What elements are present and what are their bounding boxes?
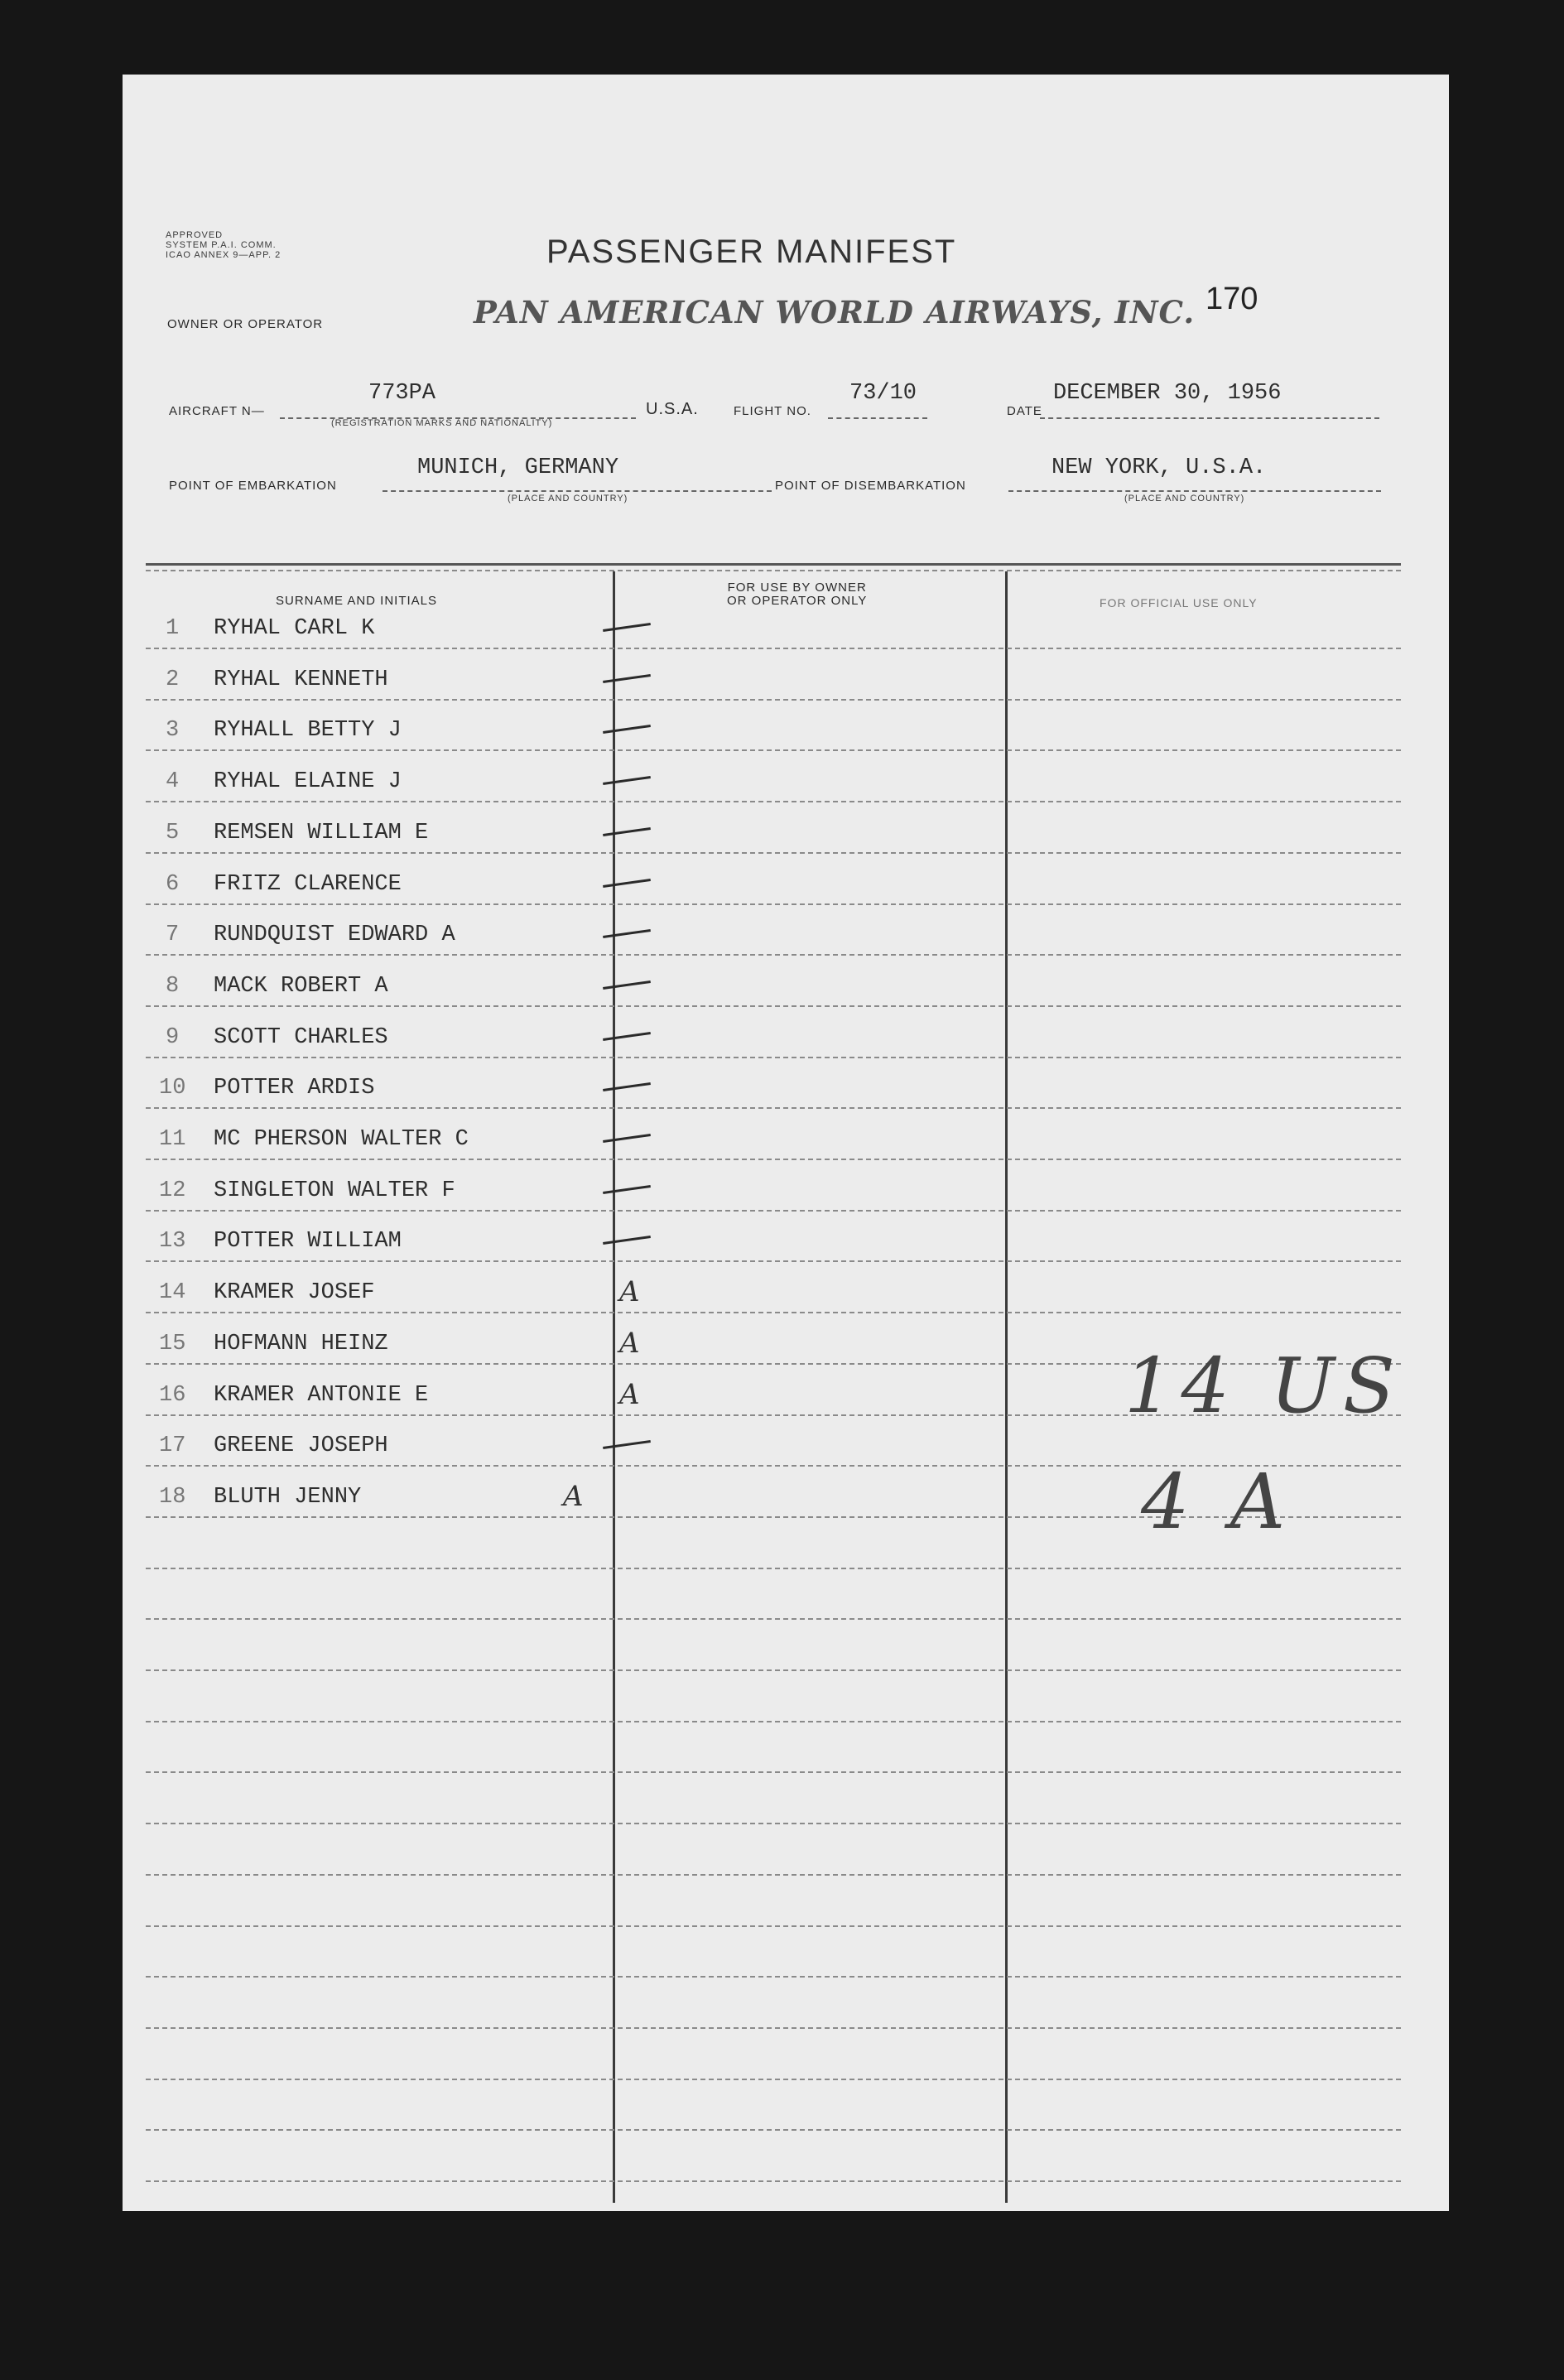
alien-mark: A [619, 1377, 640, 1411]
passenger-name: SINGLETON WALTER F [214, 1178, 455, 1203]
check-mark-icon [603, 674, 651, 683]
passenger-name: RYHALL BETTY J [214, 718, 402, 744]
alien-mark: A [619, 1275, 640, 1309]
passenger-name: FRITZ CLARENCE [214, 871, 402, 897]
table-rule-line [146, 749, 1401, 751]
flight-value: 73/10 [849, 381, 917, 406]
table-rule-line [146, 2027, 1401, 2029]
row-number: 17 [159, 1433, 186, 1459]
row-number: 6 [166, 871, 180, 897]
disembarkation-label: POINT OF DISEMBARKATION [775, 479, 966, 493]
passenger-name: POTTER ARDIS [214, 1076, 375, 1101]
table-rule-line [146, 1874, 1401, 1876]
passenger-name: KRAMER JOSEF [214, 1280, 375, 1306]
table-rule-line [146, 1005, 1401, 1007]
owner-value: PAN AMERICAN WORLD AIRWAYS, INC. [474, 294, 1196, 330]
table-rule-line [146, 1057, 1401, 1058]
col-header-operator-line: FOR USE BY OWNER [727, 581, 867, 595]
table-rule-line [146, 1159, 1401, 1160]
disembarkation-sublabel: (PLACE AND COUNTRY) [1124, 494, 1245, 503]
passenger-name: SCOTT CHARLES [214, 1024, 388, 1050]
country-mark: U.S.A. [646, 400, 699, 418]
check-mark-icon [603, 1185, 651, 1194]
table-rule-line [146, 954, 1401, 956]
check-mark-icon [603, 980, 651, 990]
table-rule-line [146, 1823, 1401, 1824]
table-rule-line [146, 699, 1401, 701]
alien-mark: A [619, 1326, 640, 1360]
tally-a: 4 A [1141, 1457, 1294, 1546]
passenger-name: RYHAL CARL K [214, 616, 375, 641]
table-rule-line [146, 1721, 1401, 1722]
row-number: 13 [159, 1229, 186, 1255]
disembarkation-value: NEW YORK, U.S.A. [1051, 455, 1267, 480]
approval-line: APPROVED [166, 230, 224, 240]
table-rule-line [146, 1669, 1401, 1671]
row-number: 5 [166, 820, 180, 846]
col-header-surname: SURNAME AND INITIALS [276, 594, 438, 608]
row-number: 12 [159, 1178, 186, 1203]
page-title: PASSENGER MANIFEST [546, 234, 957, 270]
check-mark-icon [603, 725, 651, 734]
table-rule-line [146, 1210, 1401, 1212]
row-number: 8 [166, 973, 180, 999]
table-rule-line [146, 2180, 1401, 2182]
check-mark-icon [603, 878, 651, 887]
check-mark-icon [603, 1032, 651, 1041]
table-rule-line [146, 648, 1401, 649]
row-number: 14 [159, 1280, 186, 1306]
alien-mark: A [563, 1479, 584, 1513]
row-number: 7 [166, 923, 180, 948]
passenger-name: RYHAL KENNETH [214, 667, 388, 692]
check-mark-icon [603, 1236, 651, 1245]
row-number: 4 [166, 769, 180, 795]
table-rule-line [146, 801, 1401, 802]
passenger-name: MC PHERSON WALTER C [214, 1127, 469, 1152]
col-header-operator [727, 581, 867, 608]
aircraft-label: AIRCRAFT N— [169, 404, 265, 418]
table-rule-line [146, 2129, 1401, 2131]
row-number: 16 [159, 1382, 186, 1408]
passenger-name: KRAMER ANTONIE E [214, 1382, 429, 1408]
passenger-name: BLUTH JENNY [214, 1484, 362, 1510]
date-value: DECEMBER 30, 1956 [1053, 381, 1282, 406]
row-number: 15 [159, 1331, 186, 1356]
check-mark-icon [603, 929, 651, 938]
approval-block [166, 230, 281, 260]
column-divider [1005, 571, 1008, 2203]
row-number: 18 [159, 1484, 186, 1510]
table-rule-line [146, 1568, 1401, 1569]
embarkation-value: MUNICH, GERMANY [417, 455, 619, 480]
check-mark-icon [603, 1134, 651, 1143]
approval-line: ICAO ANNEX 9—APP. 2 [166, 250, 282, 260]
manifest-sheet [123, 75, 1449, 2211]
table-rule-line [146, 1312, 1401, 1313]
col-header-operator-line: OR OPERATOR ONLY [727, 594, 868, 608]
row-number: 9 [166, 1024, 180, 1050]
page-number: 170 [1205, 282, 1258, 316]
tally-us: 14 US [1124, 1342, 1403, 1430]
check-mark-icon [603, 623, 651, 632]
table-rule-line [146, 903, 1401, 905]
aircraft-sublabel: (REGISTRATION MARKS AND NATIONALITY) [331, 418, 553, 428]
check-mark-icon [603, 1440, 651, 1449]
row-number: 10 [159, 1076, 186, 1101]
passenger-name: POTTER WILLIAM [214, 1229, 402, 1255]
column-divider [613, 571, 615, 2203]
table-rule-line [146, 852, 1401, 854]
embarkation-label: POINT OF EMBARKATION [169, 479, 337, 493]
table-rule-line [146, 1771, 1401, 1773]
check-mark-icon [603, 776, 651, 785]
passenger-name: RYHAL ELAINE J [214, 769, 402, 795]
approval-line: SYSTEM P.A.I. COMM. [166, 240, 277, 250]
passenger-name: MACK ROBERT A [214, 973, 388, 999]
row-number: 11 [159, 1127, 186, 1152]
passenger-name: GREENE JOSEPH [214, 1433, 388, 1459]
table-rule-line [146, 1260, 1401, 1262]
row-number: 2 [166, 667, 180, 692]
passenger-name: RUNDQUIST EDWARD A [214, 923, 455, 948]
aircraft-value: 773PA [368, 381, 436, 406]
check-mark-icon [603, 1082, 651, 1091]
table-rule-line [146, 1925, 1401, 1927]
row-number: 3 [166, 718, 180, 744]
table-rule-line [146, 1107, 1401, 1109]
date-label: DATE [1007, 404, 1042, 418]
flight-label: FLIGHT NO. [734, 404, 811, 418]
row-number: 1 [166, 616, 180, 641]
passenger-name: REMSEN WILLIAM E [214, 820, 429, 846]
embarkation-sublabel: (PLACE AND COUNTRY) [508, 494, 628, 503]
table-rule-line [146, 1618, 1401, 1620]
col-header-official: FOR OFFICIAL USE ONLY [1100, 596, 1258, 609]
table-rule-line [146, 1976, 1401, 1978]
table-rule-line [146, 2079, 1401, 2080]
owner-label: OWNER OR OPERATOR [167, 317, 324, 331]
check-mark-icon [603, 827, 651, 836]
passenger-name: HOFMANN HEINZ [214, 1331, 388, 1356]
